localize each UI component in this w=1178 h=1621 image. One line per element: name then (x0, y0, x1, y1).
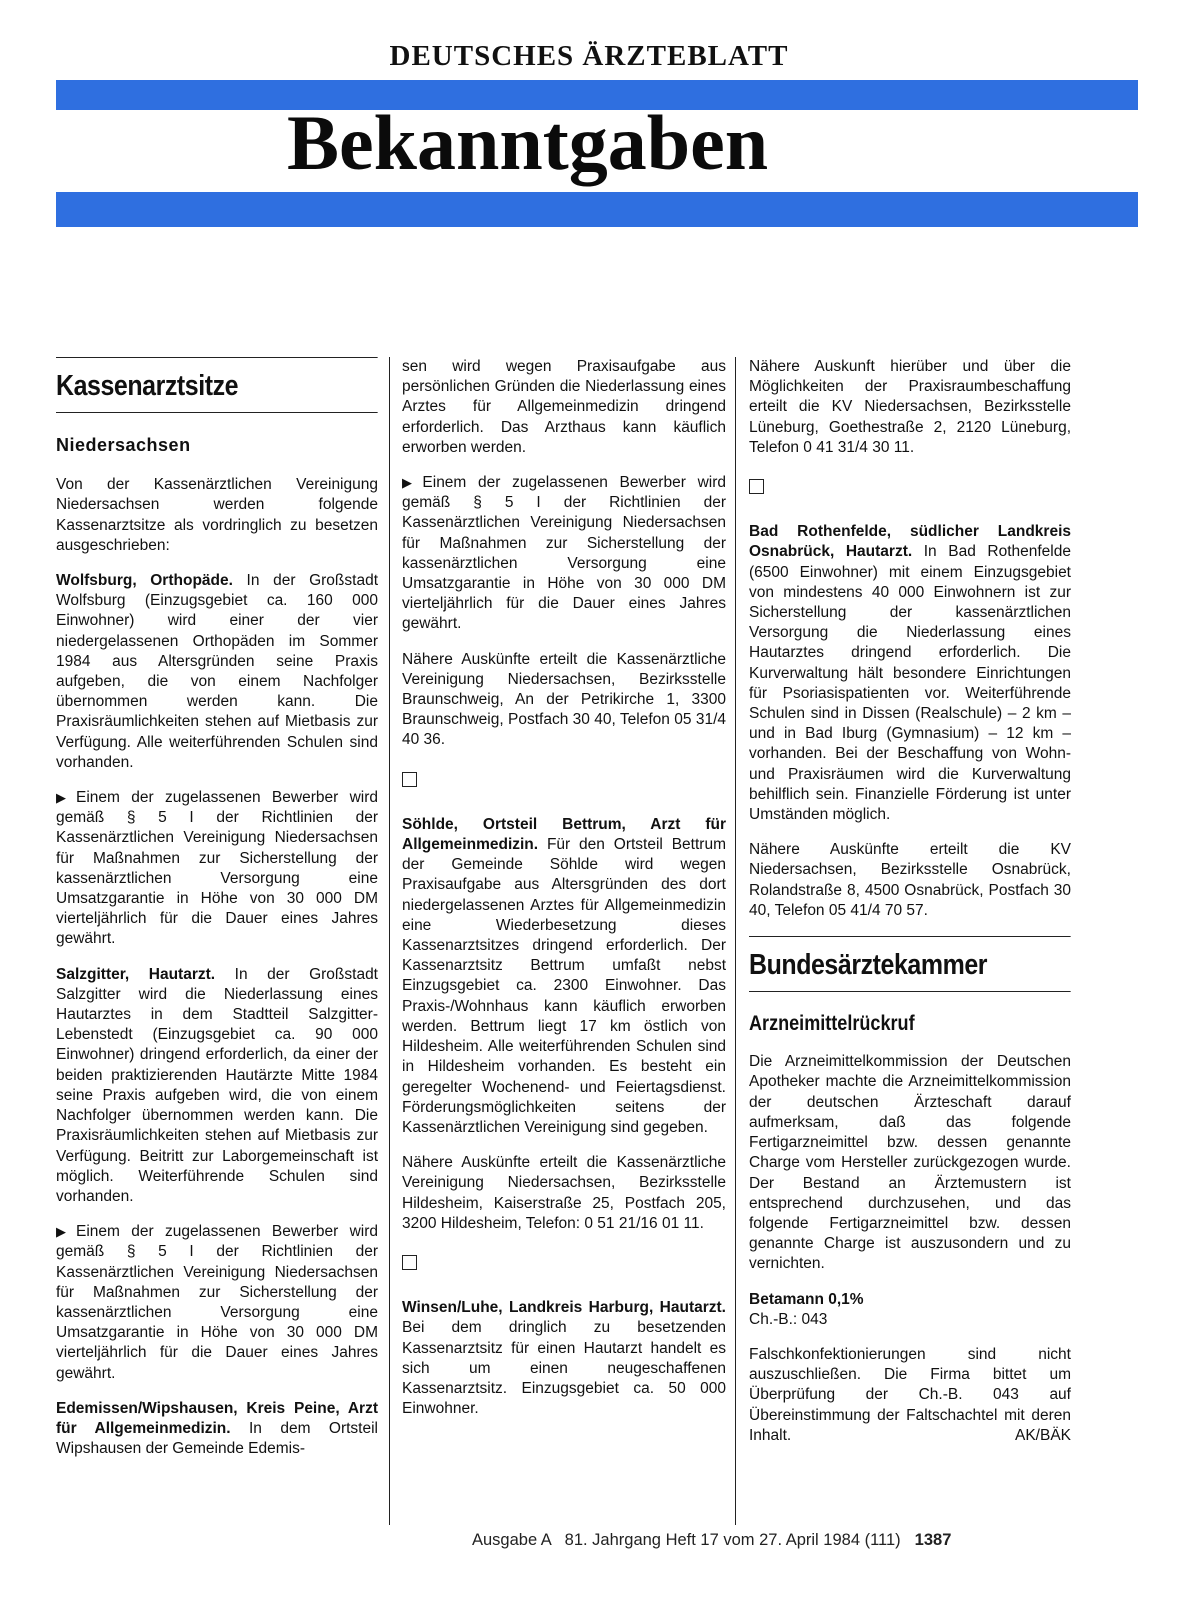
entry-edemissen (56, 1399, 378, 1460)
entry-heading: Bad Rothenfelde, südlicher Landkreis Osnabrück, Hautarzt. (749, 523, 1071, 561)
masthead: DEUTSCHES ÄRZTEBLATT (389, 40, 789, 72)
entry-text: Bei dem dringlich zu besetzenden Kassenarztsitz für einen Hautarzt handelt es sich um einen neugeschaffenen Kassenarztsitz. Einzugsgebiet ca. 50 000 Einwohner. (402, 1319, 726, 1418)
column-1 (56, 357, 378, 1474)
guarantee-text: Einem der zugelassenen Bewerber wird gemäß § 5 I der Richtlinien der Kassenärztlichen Vereinigung Niedersachsen für Maßnahmen zur Sicherstellung der kassenärztlichen Versorgung eine Umsatzgarantie in Höhe von 30 000 DM vierteljährlich für die Dauer eines Jahres gewährt. (56, 789, 379, 948)
entry-winsen (402, 1298, 726, 1419)
separator-box-icon (749, 479, 764, 494)
info-osnabrueck: Nähere Auskünfte erteilt die KV Niedersachsen, Bezirksstelle Osnabrück, Rolandstraße 8, 4500 Osnabrück, Postfach 30 40, Telefon 05 41/4 70 57. (749, 841, 1071, 919)
info-braunschweig: Nähere Auskünfte erteilt die Kassenärztliche Vereinigung Niedersachsen, Bezirksstelle Braunschweig, An der Petrikirche 1, 3300 Braunschweig, Postfach 30 40, Telefon 05 31/4 40 36. (402, 650, 726, 749)
separator-box-icon (402, 772, 417, 787)
entry-bad-rothenfelde (749, 522, 1071, 825)
guarantee-paragraph (56, 788, 378, 950)
guarantee-paragraph (56, 1222, 378, 1384)
subsection-niedersachsen: Niedersachsen (56, 435, 191, 455)
entry-heading: Salzgitter, Hautarzt. (56, 965, 216, 983)
arrow-icon: ▶ (56, 790, 74, 806)
closing-paragraph (749, 1345, 1071, 1446)
column-3 (749, 357, 1071, 1461)
drug-name: Betamann 0,1% (749, 1290, 864, 1308)
entry-salzgitter (56, 965, 378, 1207)
section-title-kassenarztsitze: Kassenarztsitze (56, 357, 377, 413)
issue-info: Ausgabe A 81. Jahrgang Heft 17 vom 27. April 1984 (111) (472, 1531, 901, 1549)
entry-heading: Söhlde, Ortsteil Bettrum, Arzt für Allgemeinmedizin. (402, 815, 726, 854)
blue-band-bottom (56, 192, 1138, 227)
info-lueneburg: Nähere Auskunft hierüber und über die Möglichkeiten der Praxisraumbeschaffung erteilt die KV Niedersachsen, Bezirksstelle Lüneburg, Goethestraße 2, 2120 Lüneburg, Telefon 0 41 31/4 30 11. (749, 358, 1071, 456)
info-hildesheim: Nähere Auskünfte erteilt die Kassenärztliche Vereinigung Niedersachsen, Bezirksstelle Hildesheim, Kaiserstraße 25, Postfach 205, 3200 Hildesheim, Telefon: 0 51 21/16 01 11. (402, 1154, 726, 1232)
arrow-icon: ▶ (402, 475, 420, 491)
entry-text: In Bad Rothenfelde (6500 Einwohner) mit einem Einzugsgebiet von mindestens 40 000 Einwohnern ist zur Sicherstellung der kassenärztlichen Versorgung die Niederlassung eines Hautarztes dringend erforderlich. Die Kurverwaltung hält besondere Einrichtungen für Psoriasispatienten vor. Weiterführende Schulen sind in Dissen (Realschule) – 2 km – und in Bad Iburg (Gymnasium) – 12 km – vorhanden. Bei der Beschaffung von Wohn- und Praxisräumen wird die Kurverwaltung behilflich sein. Finanzielle Förderung ist unter Umständen möglich. (749, 543, 1071, 824)
separator-box-icon (402, 1255, 417, 1270)
entry-wolfsburg (56, 571, 378, 773)
entry-text: In der Großstadt Wolfsburg (Einzugsgebiet ca. 160 000 Einwohner) wird einer der vier niedergelassenen Orthopäden im Sommer 1984 aus Altersgründen seine Praxis aufgeben, die von einem Nachfolger übernommen werden kann. Die Praxisräumlichkeiten stehen auf Mietbasis zur Verfügung. Alle weiterführenden Schulen sind vorhanden. (56, 572, 378, 771)
page-title: Bekanntgaben (287, 99, 769, 186)
drug-info (749, 1290, 1071, 1330)
drug-charge: Ch.-B.: 043 (749, 1310, 828, 1328)
entry-text: In dem Ortsteil Wipshausen der Gemeinde Edemis- (56, 1419, 378, 1458)
closing-text: Falschkonfektionierungen sind nicht auszuschließen. Die Firma bittet um Überprüfung der Ch.-B. 043 auf Übereinstimmung der Faltschachtel mit deren Inhalt. (749, 1345, 1071, 1444)
entry-heading: Edemissen/Wipshausen, Kreis Peine, Arzt für Allgemeinmedizin. (56, 1399, 378, 1437)
entry-heading: Wolfsburg, Orthopäde. (56, 572, 233, 590)
guarantee-text: Einem der zugelassenen Bewerber wird gemäß § 5 I der Richtlinien der Kassenärztlichen Vereinigung Niedersachsen für Maßnahmen zur Sicherstellung der kassenärztlichen Versorgung eine Umsatzgarantie in Höhe von 30 000 DM vierteljährlich für die Dauer eines Jahres gewährt. (56, 1223, 379, 1382)
entry-text: Für den Ortsteil Bettrum der Gemeinde Söhlde wird wegen Praxisaufgabe aus Altersgründen des dort niedergelassenen Arztes für Allgemeinmedizin eine Wiederbesetzung dieses Kassenarztsitzes dringend erforderlich. Der Kassenarztsitz Bettrum umfaßt nebst Einzugsgebiet ca. 2300 Einwohner. Das Praxis-/Wohnhaus kann käuflich erworben werden. Bettrum liegt 17 km östlich von Hildesheim. Alle weiterführenden Schulen sind in Hildesheim vorhanden. Es besteht ein geregelter Wochenend- und Feiertagsdienst. Förderungsmöglichkeiten seitens der Kassenärztlichen Vereinigung sind gegeben. (402, 836, 726, 1136)
page-number: 1387 (914, 1531, 952, 1549)
entry-text: In der Großstadt Salzgitter wird die Niederlassung eines Hautarztes in dem Stadtteil Salzgitter-Lebenstedt (Einzugsgebiet ca. 90 000 Einwohner) dringend erforderlich, da einer der beiden praktizierenden Hautärzte Mitte 1984 seine Praxis aufgeben wird, die von einem Nachfolger übernommen werden kann. Die Praxisräumlichkeiten stehen auf Mietbasis zur Verfügung. Beitritt zur Laborgemeinschaft ist möglich. Weiterführende Schulen sind vorhanden. (56, 965, 378, 1205)
arrow-icon: ▶ (56, 1224, 74, 1240)
page-footer (472, 1531, 951, 1550)
subsection-arzneimittelrueckruf: Arzneimittelrückruf (749, 1012, 915, 1036)
guarantee-paragraph (402, 473, 726, 635)
entry-heading: Winsen/Luhe, Landkreis Harburg, Hautarzt. (402, 1299, 726, 1317)
recall-paragraph: Die Arzneimittelkommission der Deutschen Apotheker machte die Arzneimittelkommission der deutschen Ärzteschaft darauf aufmerksam, daß das folgende Fertigarzneimittel bzw. dessen genannte Charge vom Hersteller zurückgezogen wurde. Der Bestand an Ärztemustern ist entsprechend durchzusehen, und das folgende Fertigarzneimittel bzw. dessen genannte Charge ist auszusondern und zu vernichten. (749, 1053, 1071, 1273)
signature: AK/BÄK (1015, 1426, 1071, 1444)
entry-soehlde (402, 815, 726, 1138)
intro-paragraph: Von der Kassenärztlichen Vereinigung Niedersachsen werden folgende Kassenarztsitze als vordringlich zu besetzen ausgeschrieben: (56, 476, 378, 554)
section-title-bundesaerztekammer: Bundesärztekammer (749, 936, 1070, 992)
guarantee-text: Einem der zugelassenen Bewerber wird gemäß § 5 I der Richtlinien der Kassenärztlichen Vereinigung Niedersachsen für Maßnahmen zur Sicherstellung der kassenärztlichen Versorgung eine Umsatzgarantie in Höhe von 30 000 DM vierteljährlich für die Dauer eines Jahres gewährt. (402, 474, 726, 633)
column-2 (402, 357, 726, 1434)
column-divider-1 (389, 357, 390, 1525)
column-divider-2 (735, 357, 736, 1525)
entry-edemissen-continued: sen wird wegen Praxisaufgabe aus persönlichen Gründen die Niederlassung eines Arztes für Allgemeinmedizin dringend erforderlich. Das Arzthaus kann käuflich erworben werden. (402, 358, 726, 456)
